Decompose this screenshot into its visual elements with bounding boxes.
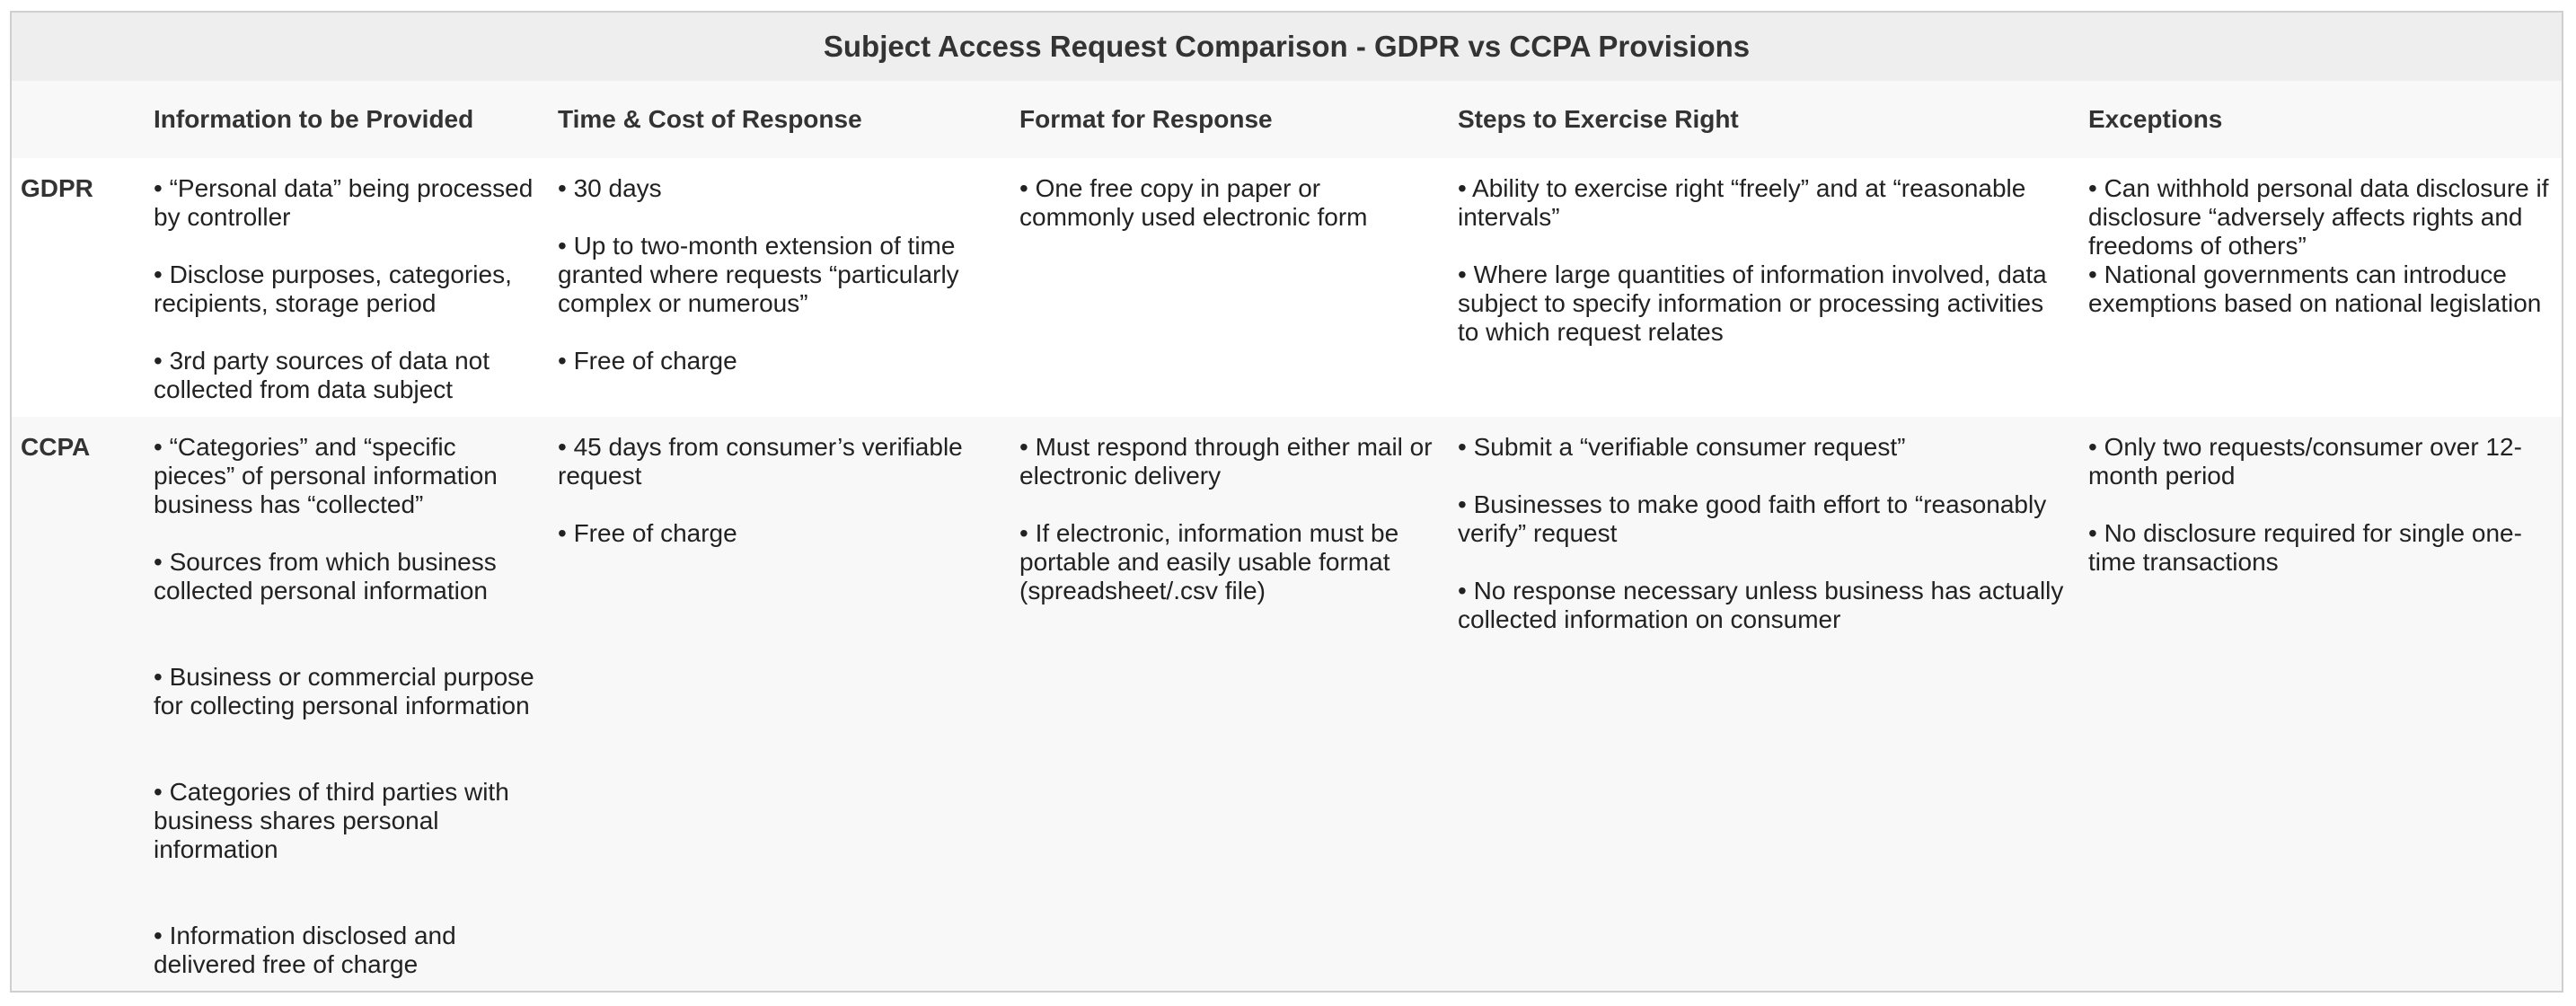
comparison-table-container <box>10 11 2563 993</box>
header-exceptions: Exceptions <box>2088 105 2223 133</box>
header-format: Format for Response <box>1019 105 1273 133</box>
gdpr-format-cell <box>1010 158 1449 417</box>
list-item: • Up to two-month extension of time granted where requests “particularly complex or numerous” <box>558 232 959 317</box>
list-item: • If electronic, information must be portable and easily usable format (spreadsheet/.csv file) <box>1019 519 1399 604</box>
list-item: • Free of charge <box>558 519 737 547</box>
ccpa-format-cell <box>1010 417 1449 992</box>
list-item: • Business or commercial purpose for collecting personal information <box>154 663 534 719</box>
list-item: • One free copy in paper or commonly used electronic form <box>1019 174 1368 231</box>
table-row-gdpr <box>12 158 2562 417</box>
list-item: • 45 days from consumer’s verifiable request <box>558 433 963 490</box>
ccpa-steps-cell <box>1449 417 2079 992</box>
gdpr-information-cell <box>145 158 549 417</box>
list-item: • No response necessary unless business has actually collected information on consumer <box>1458 577 2064 633</box>
gdpr-time-cost-cell <box>549 158 1010 417</box>
list-item: • Sources from which business collected personal information <box>154 548 497 604</box>
list-item: • Must respond through either mail or electronic delivery <box>1019 433 1433 490</box>
list-item: • Information disclosed and delivered free of charge <box>154 922 456 978</box>
header-row <box>12 81 2562 158</box>
list-item: • 30 days <box>558 174 662 202</box>
list-item: • Free of charge <box>558 347 737 375</box>
row-label-gdpr: GDPR <box>21 174 93 202</box>
list-item: • No disclosure required for single one-time transactions <box>2088 519 2522 576</box>
ccpa-exceptions-cell <box>2079 417 2562 992</box>
row-label-ccpa: CCPA <box>21 433 91 461</box>
header-time-cost: Time & Cost of Response <box>558 105 862 133</box>
list-item: • Submit a “verifiable consumer request” <box>1458 433 1906 461</box>
gdpr-exceptions-cell <box>2079 158 2562 417</box>
list-item: • Categories of third parties with business shares personal information <box>154 778 509 863</box>
list-item: • “Personal data” being processed by controller <box>154 174 534 231</box>
comparison-table <box>12 81 2562 992</box>
list-item: • Disclose purposes, categories, recipients, storage period <box>154 260 512 317</box>
list-item: • Ability to exercise right “freely” and at “reasonable intervals” <box>1458 174 2026 231</box>
list-item: • Where large quantities of information involved, data subject to specify information or processing activities to which request relates <box>1458 260 2047 346</box>
list-item: • 3rd party sources of data not collected from data subject <box>154 347 490 403</box>
table-title: Subject Access Request Comparison - GDPR vs CCPA Provisions <box>12 13 2562 81</box>
list-item: • Can withhold personal data disclosure if disclosure “adversely affects rights and freedoms of others” <box>2088 174 2549 260</box>
header-corner <box>12 81 145 158</box>
list-item: • Only two requests/consumer over 12-month period <box>2088 433 2522 490</box>
header-information: Information to be Provided <box>154 105 474 133</box>
table-row-ccpa <box>12 417 2562 992</box>
list-item: • “Categories” and “specific pieces” of personal information business has “collected” <box>154 433 498 518</box>
header-steps: Steps to Exercise Right <box>1458 105 1739 133</box>
list-item: • National governments can introduce exemptions based on national legislation <box>2088 260 2542 317</box>
list-item: • Businesses to make good faith effort to “reasonably verify” request <box>1458 490 2047 547</box>
gdpr-steps-cell <box>1449 158 2079 417</box>
ccpa-information-cell <box>145 417 549 992</box>
ccpa-time-cost-cell <box>549 417 1010 992</box>
